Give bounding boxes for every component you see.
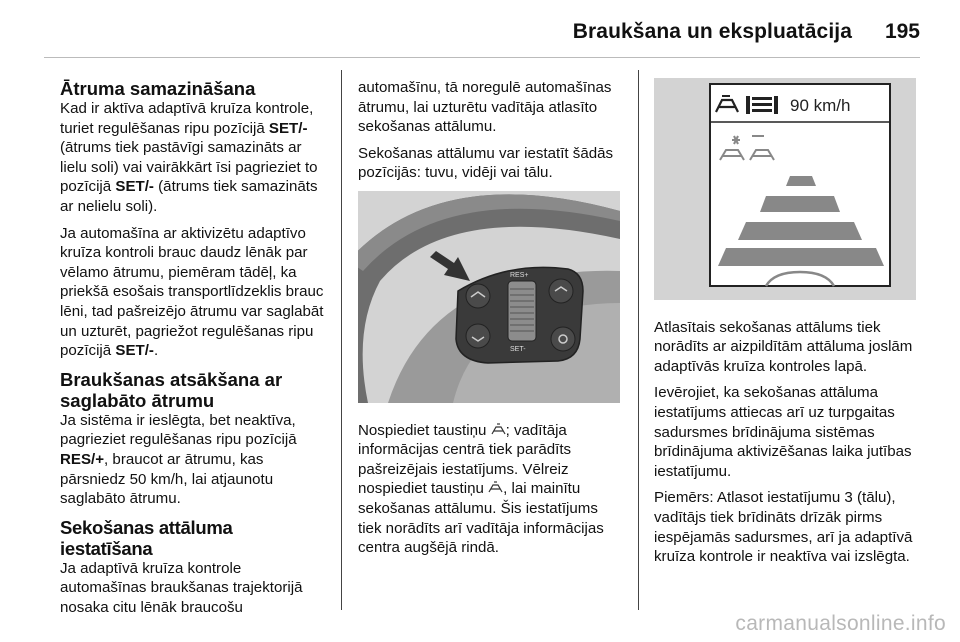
wheel-label-set: SET- bbox=[510, 345, 526, 353]
text: , braucot ar ātrumu, kas pārsniedz 50 km/h, lai atjaunotu saglabāto ātrumu. bbox=[60, 450, 274, 508]
paragraph: Sekošanas attālumu var iestatīt šādās pozīcijās: tuvu, vidēji vai tālu. bbox=[358, 144, 614, 182]
column-3 bbox=[654, 78, 924, 574]
text: (ātrums tiek pastāvīgi samazināts ar lielu soli) vai vairākkārt īsi pagrieziet to pozīcijā bbox=[60, 139, 318, 196]
column-divider-2 bbox=[638, 70, 639, 610]
steering-wheel-drawing bbox=[358, 191, 620, 403]
column-2 bbox=[358, 78, 624, 565]
header-divider bbox=[44, 57, 920, 58]
paragraph: Atlasītais sekošanas attālums tiek norādīts ar aizpildītām attāluma joslām adaptīvās kruīza kontroles lapā. bbox=[654, 318, 913, 375]
distance-bar bbox=[738, 222, 862, 240]
distance-bar bbox=[718, 248, 884, 266]
driver-information-display bbox=[654, 78, 924, 306]
section-heading-resume: Braukšanas atsākšana ar saglabāto ātrumu bbox=[60, 368, 283, 411]
text: Ja sistēma ir ieslēgta, bet neaktīva, pagrieziet regulēšanas ripu pozīcijā bbox=[60, 411, 297, 449]
page-number: 195 bbox=[884, 20, 920, 43]
paragraph bbox=[60, 224, 328, 361]
text: , lai mainītu sekošanas attālumu. Šis iestatījums tiek norādīts arī vadītāja informācijas centra augšējā rindā. bbox=[358, 480, 604, 557]
text: . bbox=[153, 342, 159, 360]
column-divider-1 bbox=[341, 70, 342, 610]
control-label: SET/- bbox=[268, 119, 308, 137]
section-heading-follow-distance: Sekošanas attāluma iestatīšana bbox=[60, 516, 233, 559]
text: (ātrums tiek samazināts ar nelielu soli). bbox=[60, 178, 318, 215]
paragraph: Piemērs: Atlasot iestatījumu 3 (tālu), vadītājs tiek brīdināts drīzāk pirms iespējamās sadursmes, arī ja adaptīvā kruīza kontrole ir neaktīva vai izslēgta. bbox=[654, 489, 913, 566]
control-label: RES/+ bbox=[60, 450, 105, 468]
watermark: carmanualsonline.info bbox=[735, 612, 946, 635]
distance-bar bbox=[760, 196, 840, 212]
paragraph bbox=[60, 411, 328, 509]
paragraph: Ja adaptīvā kruīza kontrole automašīnas braukšanas trajektorijā nosaka citu lēnāk braucošu bbox=[60, 559, 303, 616]
control-label: SET/- bbox=[115, 178, 154, 196]
paragraph: automašīnu, tā noregulē automašīnas ātrumu, lai uzturētu vadītāja atlasīto sekošanas attālumu. bbox=[358, 79, 612, 136]
page-header bbox=[0, 0, 960, 60]
follow-distance-icon bbox=[491, 423, 506, 436]
text: ; vadītāja informācijas centrā tiek parādīts pašreizējais iestatījums. Vēlreiz nospiediet taustiņu bbox=[358, 421, 572, 498]
cruise-display-drawing bbox=[654, 78, 916, 300]
paragraph bbox=[358, 421, 624, 558]
display-speed: 90 km/h bbox=[790, 96, 851, 115]
section-heading-speed-reduction: Ātruma samazināšana bbox=[60, 78, 256, 99]
distance-bar bbox=[786, 176, 816, 186]
steering-wheel-illustration bbox=[358, 191, 624, 409]
column-1 bbox=[60, 78, 328, 624]
control-label: SET/- bbox=[115, 342, 154, 360]
paragraph: Ievērojiet, ka sekošanas attāluma iestatījums attiecas arī uz turpgaitas sadursmes brīdinājuma sistēmas brīdinājuma aktivizēšanas laika jutības iestatījumu. bbox=[654, 384, 912, 480]
text: Nospiediet taustiņu bbox=[358, 421, 491, 439]
text: Kad ir aktīva adaptīvā kruīza kontrole, turiet regulēšanas ripu pozīcijā bbox=[60, 100, 314, 137]
paragraph bbox=[60, 99, 328, 217]
text: Ja automašīna ar aktivizētu adaptīvo kruīza kontroli brauc daudz lēnāk par vēlamo ātrumu, piemēram tādēļ, ka priekšā esošais transportlīdzeklis brauc lēni, tad pašreizējo ātrumu var saglabāt un uzturēt, pagriežot regulēšanas ripu pozīcijā bbox=[60, 224, 324, 360]
wheel-label-res: RES+ bbox=[510, 271, 529, 279]
follow-distance-icon bbox=[488, 481, 503, 494]
chapter-title: Braukšana un ekspluatācija bbox=[572, 20, 852, 43]
